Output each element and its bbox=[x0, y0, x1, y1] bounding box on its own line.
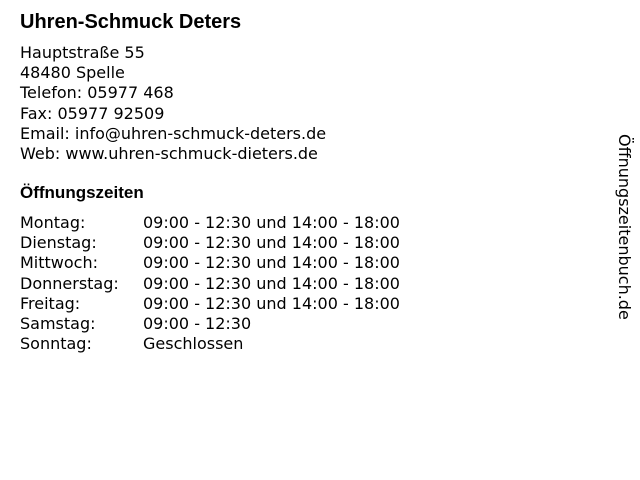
hours-row-thursday bbox=[20, 274, 400, 294]
day-label: Dienstag: bbox=[20, 233, 97, 253]
contact-block bbox=[20, 43, 326, 164]
phone-text: Telefon: 05977 468 bbox=[20, 83, 174, 103]
time-value: 09:00 - 12:30 und 14:00 - 18:00 bbox=[143, 213, 400, 232]
hours-row-saturday bbox=[20, 314, 400, 334]
hours-row-tuesday bbox=[20, 233, 400, 253]
business-name: Uhren-Schmuck Deters bbox=[20, 11, 242, 33]
hours-row-sunday bbox=[20, 334, 400, 354]
time-value: 09:00 - 12:30 und 14:00 - 18:00 bbox=[143, 293, 400, 313]
opening-hours-table bbox=[20, 213, 400, 354]
hours-row-friday bbox=[20, 294, 400, 314]
time-value: Geschlossen bbox=[143, 334, 244, 354]
day-label: Freitag: bbox=[20, 293, 81, 313]
hours-row-monday bbox=[20, 213, 400, 233]
day-label: Sonntag: bbox=[20, 334, 92, 354]
address-city: 48480 Spelle bbox=[20, 63, 125, 83]
email-text: Email: info@uhren-schmuck-deters.de bbox=[20, 123, 327, 143]
address-street: Hauptstraße 55 bbox=[20, 43, 145, 62]
web-text: Web: www.uhren-schmuck-dieters.de bbox=[20, 144, 318, 164]
time-value: 09:00 - 12:30 und 14:00 - 18:00 bbox=[143, 233, 400, 253]
opening-hours-heading: Öffnungszeiten bbox=[20, 183, 144, 202]
time-value: 09:00 - 12:30 und 14:00 - 18:00 bbox=[143, 273, 400, 293]
fax-text: Fax: 05977 92509 bbox=[20, 103, 165, 123]
brand-watermark: Öffnungszeitenbuch.de bbox=[615, 134, 634, 320]
time-value: 09:00 - 12:30 bbox=[143, 314, 252, 334]
time-value: 09:00 - 12:30 und 14:00 - 18:00 bbox=[143, 253, 400, 273]
day-label: Mittwoch: bbox=[20, 253, 98, 273]
day-label: Donnerstag: bbox=[20, 273, 119, 293]
day-label: Montag: bbox=[20, 213, 86, 232]
hours-row-wednesday bbox=[20, 253, 400, 273]
day-label: Samstag: bbox=[20, 314, 96, 334]
